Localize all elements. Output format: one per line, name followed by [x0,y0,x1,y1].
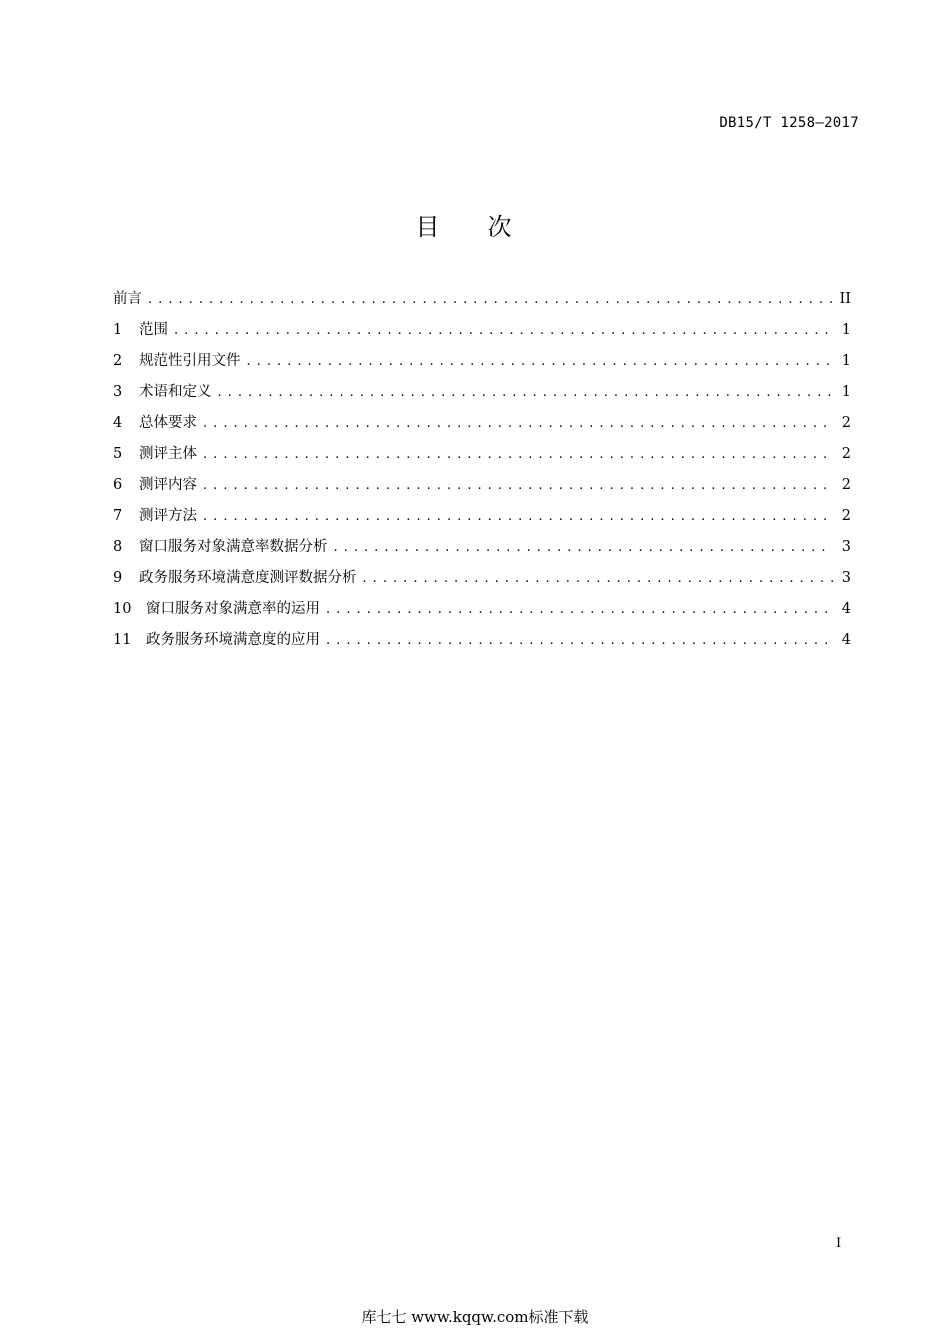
toc-entry-foreword[interactable] [113,286,851,317]
table-of-contents [113,286,851,658]
toc-entry-label: 范围 [139,322,168,338]
toc-entry-9[interactable] [113,565,851,596]
toc-entry-number: 7 [113,508,123,524]
toc-entry-11[interactable] [113,627,851,658]
toc-entry-number: 8 [113,539,123,555]
toc-leader-dots [363,566,834,592]
toc-leader-dots [334,535,834,561]
toc-entry-label: 政务服务环境满意度的应用 [146,632,320,648]
toc-entry-page: 2 [841,477,851,493]
toc-entry-page: 2 [841,446,851,462]
toc-entry-label: 测评内容 [139,477,197,493]
page-number: I [836,1236,842,1251]
toc-leader-dots [203,473,833,499]
toc-entry-number: 6 [113,477,123,493]
toc-entry-page: 1 [841,384,851,400]
toc-leader-dots [148,287,833,313]
toc-entry-page: 4 [841,632,851,648]
toc-entry-label: 窗口服务对象满意率的运用 [146,601,320,617]
toc-entry-page: 1 [841,322,851,338]
toc-entry-number: 4 [113,415,123,431]
toc-leader-dots [203,442,833,468]
toc-entry-number: 1 [113,322,123,338]
toc-entry-number: 5 [113,446,123,462]
toc-entry-label: 测评方法 [139,508,197,524]
toc-entry-7[interactable] [113,503,851,534]
toc-entry-number: 11 [113,632,132,648]
toc-entry-page: 4 [841,601,851,617]
toc-entry-6[interactable] [113,472,851,503]
toc-entry-number: 3 [113,384,123,400]
toc-entry-1[interactable] [113,317,851,348]
toc-leader-dots [218,380,834,406]
toc-leader-dots [203,411,833,437]
toc-entry-number: 2 [113,353,123,369]
toc-entry-page: 1 [841,353,851,369]
toc-entry-label: 前言 [113,291,142,307]
toc-entry-8[interactable] [113,534,851,565]
watermark: 库七七 www.kqqw.com标准下载 [361,1308,589,1326]
toc-entry-label: 总体要求 [139,415,197,431]
toc-leader-dots [174,318,833,344]
toc-entry-5[interactable] [113,441,851,472]
toc-entry-label: 政务服务环境满意度测评数据分析 [139,570,357,586]
toc-entry-label: 规范性引用文件 [139,353,241,369]
toc-entry-4[interactable] [113,410,851,441]
toc-entry-page: 2 [841,415,851,431]
toc-leader-dots [203,504,833,530]
toc-entry-label: 窗口服务对象满意率数据分析 [139,539,328,555]
toc-entry-label: 测评主体 [139,446,197,462]
toc-entry-page: 3 [841,570,851,586]
toc-leader-dots [247,349,834,375]
document-code: DB15/T 1258—2017 [719,115,859,131]
page-title: 目次 [415,213,560,241]
toc-entry-page: II [839,291,851,307]
toc-entry-3[interactable] [113,379,851,410]
toc-leader-dots [326,628,833,654]
toc-entry-page: 2 [841,508,851,524]
toc-entry-10[interactable] [113,596,851,627]
toc-entry-number: 10 [113,601,132,617]
toc-entry-page: 3 [841,539,851,555]
toc-entry-2[interactable] [113,348,851,379]
toc-leader-dots [326,597,833,623]
toc-entry-label: 术语和定义 [139,384,212,400]
toc-entry-number: 9 [113,570,123,586]
